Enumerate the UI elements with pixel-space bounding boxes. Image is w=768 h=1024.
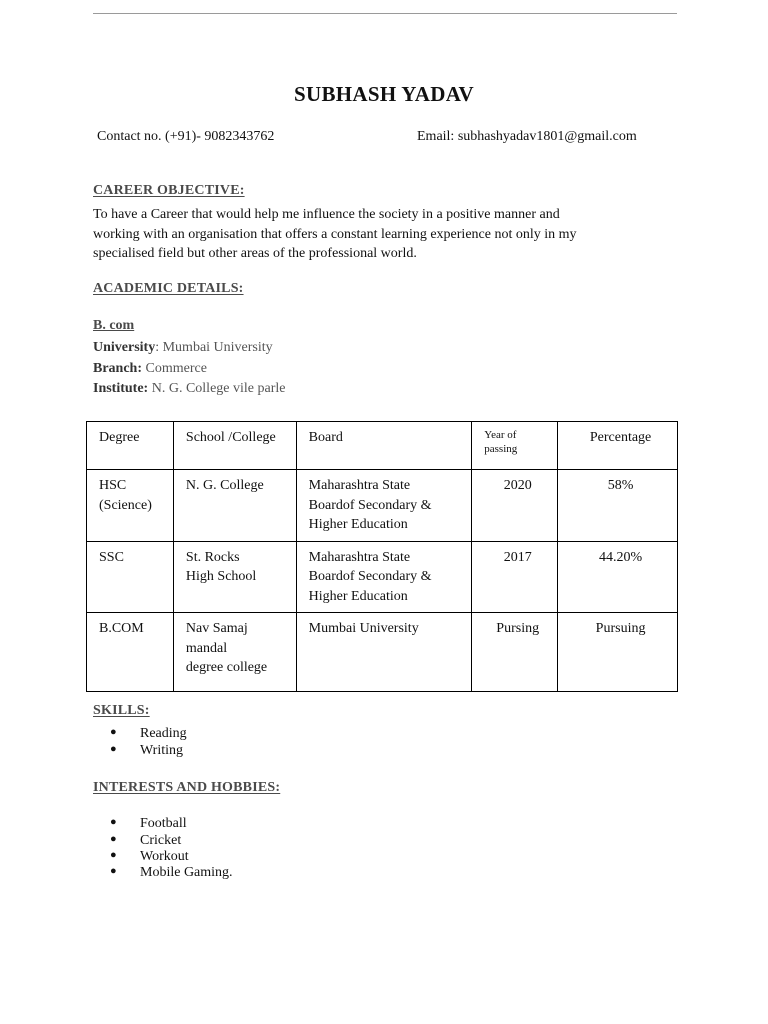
cell-line: Higher Education xyxy=(308,588,408,604)
interests-list xyxy=(110,816,233,881)
objective-line: working with an organisation that offers a constant learning experience not only in my xyxy=(93,226,577,242)
institute-label: Institute: xyxy=(93,381,149,396)
cell-line: degree college xyxy=(185,660,268,675)
cell-percentage: 58% xyxy=(558,470,678,542)
branch-label: Branch: xyxy=(93,361,142,376)
header-board: Board xyxy=(296,422,472,470)
header-percentage: Percentage xyxy=(558,422,678,470)
top-divider xyxy=(93,13,677,14)
header-school: School /College xyxy=(173,422,296,470)
cell-board xyxy=(296,613,472,692)
cell-line: N. G. College xyxy=(185,478,264,493)
header-year: Year of passing xyxy=(472,422,558,470)
university-label: University xyxy=(93,340,156,355)
cell-school xyxy=(173,470,296,542)
career-objective-text xyxy=(93,205,693,264)
cell-line: High School xyxy=(185,569,257,584)
cell-percentage: 44.20% xyxy=(558,541,678,613)
interests-heading: INTERESTS AND HOBBIES: xyxy=(93,780,281,795)
cell-board xyxy=(296,470,472,542)
cell-line: St. Rocks xyxy=(185,549,240,565)
branch-value: Commerce xyxy=(142,361,207,376)
list-item: ● Football xyxy=(110,816,233,832)
cell-line: mandal xyxy=(185,640,228,656)
branch-line xyxy=(93,361,207,377)
university-value: : Mumbai University xyxy=(155,340,273,355)
cell-line: HSC xyxy=(99,478,127,493)
institute-line xyxy=(93,381,285,397)
skills-heading: SKILLS: xyxy=(93,703,150,718)
cell-year: Pursing xyxy=(472,613,558,692)
cell-degree xyxy=(87,541,174,613)
table-row xyxy=(87,470,678,542)
email-address: Email: subhashyadav1801@gmail.com xyxy=(417,129,637,144)
cell-line: SSC xyxy=(99,549,124,565)
cell-year: 2020 xyxy=(472,470,558,542)
table-row xyxy=(87,613,678,692)
table-row xyxy=(87,541,678,613)
table-header-row xyxy=(87,422,678,470)
academic-details-heading: ACADEMIC DETAILS: xyxy=(93,281,244,296)
cell-percentage: Pursuing xyxy=(558,613,678,692)
list-item: ● Mobile Gaming. xyxy=(110,865,233,881)
list-item: ● Cricket xyxy=(110,833,233,849)
cell-line: Mumbai University xyxy=(308,621,419,636)
cell-line: Boardof Secondary & xyxy=(308,569,432,584)
cell-year: 2017 xyxy=(472,541,558,613)
university-line xyxy=(93,340,273,356)
list-item: ● Writing xyxy=(110,743,187,759)
institute-value: N. G. College vile parle xyxy=(148,381,286,396)
header-degree: Degree xyxy=(87,422,174,470)
cell-line: Higher Education xyxy=(308,517,408,532)
candidate-name: SUBHASH YADAV xyxy=(294,82,474,106)
contact-number: Contact no. (+91)- 9082343762 xyxy=(97,129,275,144)
cell-line: (Science) xyxy=(99,497,152,513)
objective-line: To have a Career that would help me influence the society in a positive manner and xyxy=(93,207,560,222)
cell-school xyxy=(173,541,296,613)
cell-line: Maharashtra State xyxy=(308,478,411,493)
cell-line: Nav Samaj xyxy=(185,621,248,636)
career-objective-heading: CAREER OBJECTIVE: xyxy=(93,183,245,198)
cell-board xyxy=(296,541,472,613)
academic-table xyxy=(86,421,678,692)
cell-degree xyxy=(87,470,174,542)
list-item: ● Workout xyxy=(110,849,233,865)
degree-title: B. com xyxy=(93,318,135,333)
list-item: ● Reading xyxy=(110,726,187,742)
cell-line: B.COM xyxy=(99,621,144,636)
cell-line: Boardof Secondary & xyxy=(308,497,432,513)
cell-line: Maharashtra State xyxy=(308,549,411,565)
cell-school xyxy=(173,613,296,692)
objective-line: specialised field but other areas of the professional world. xyxy=(93,246,417,261)
cell-degree xyxy=(87,613,174,692)
skills-list xyxy=(110,726,187,759)
